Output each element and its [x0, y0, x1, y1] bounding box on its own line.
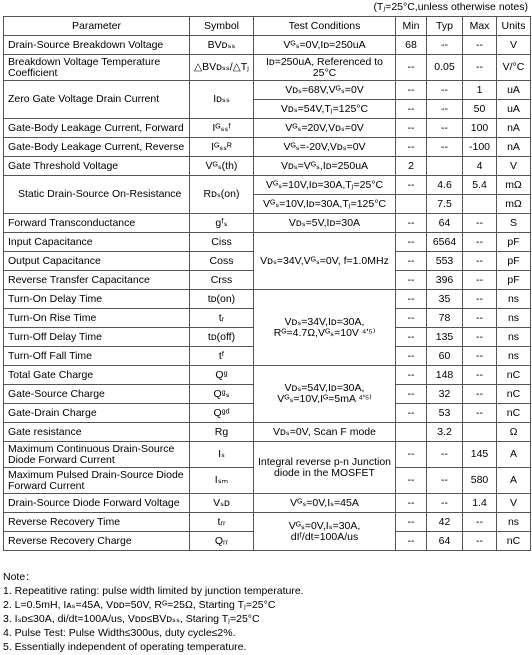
max-cell: -- [463, 532, 497, 551]
unit-cell: pF [497, 271, 531, 290]
max-cell: -- [463, 404, 497, 423]
unit-cell: nC [497, 404, 531, 423]
min-cell: -- [396, 404, 427, 423]
symbol-cell: gᶠₛ [190, 214, 254, 233]
unit-cell: nC [497, 366, 531, 385]
note-item: 4. Pulse Test: Pulse Width≤300us, duty cycle≤2%. [3, 627, 236, 639]
unit-cell: ns [497, 513, 531, 532]
typ-cell: 3.2 [427, 423, 463, 442]
max-cell: -- [463, 271, 497, 290]
param-cell: Breakdown Voltage Temperature Coefficient [4, 55, 190, 81]
min-cell [396, 423, 427, 442]
min-cell: -- [396, 271, 427, 290]
typ-cell: -- [427, 36, 463, 55]
param-cell: Gate-Body Leakage Current, Reverse [4, 138, 190, 157]
condition-cell: Vᴳₛ=-20V,Vᴅₛ=0V [254, 138, 396, 157]
typ-cell: 0.05 [427, 55, 463, 81]
param-cell: Input Capacitance [4, 233, 190, 252]
typ-cell: 148 [427, 366, 463, 385]
table-row [4, 119, 531, 138]
table-row [4, 176, 531, 195]
condition-cell: Vᴅₛ=54V,Tⱼ=125°C [254, 100, 396, 119]
header-min: Min [396, 17, 427, 36]
table-row [4, 513, 531, 532]
symbol-cell: tᵣᵣ [190, 513, 254, 532]
unit-cell: ns [497, 328, 531, 347]
typ-cell [427, 157, 463, 176]
symbol-cell: tᴅ(on) [190, 290, 254, 309]
unit-cell: V [497, 36, 531, 55]
param-cell: Gate-Drain Charge [4, 404, 190, 423]
condition-cell: Vᴳₛ=0V,Iₛ=30A, dIᶠ/dt=100A/us [254, 513, 396, 551]
unit-cell: nC [497, 385, 531, 404]
typ-cell: -- [427, 442, 463, 468]
header-symbol: Symbol [190, 17, 254, 36]
condition-cell: Vᴳₛ=0V,Iᴅ=250uA [254, 36, 396, 55]
max-cell: 580 [463, 468, 497, 494]
max-cell: -- [463, 513, 497, 532]
max-cell: -- [463, 290, 497, 309]
max-cell: 5.4 [463, 176, 497, 195]
table-row [4, 290, 531, 309]
typ-cell: -- [427, 100, 463, 119]
condition-cell: Vᴅₛ=68V,Vᴳₛ=0V [254, 81, 396, 100]
min-cell: -- [396, 233, 427, 252]
condition-cell: Vᴅₛ=Vᴳₛ,Iᴅ=250uA [254, 157, 396, 176]
table-row [4, 36, 531, 55]
typ-cell: 64 [427, 214, 463, 233]
condition-cell: Integral reverse p-n Junction diode in the MOSFET [254, 442, 396, 494]
min-cell: -- [396, 214, 427, 233]
min-cell: -- [396, 513, 427, 532]
symbol-cell: tᴅ(off) [190, 328, 254, 347]
condition-cell: Vᴅₛ=34V,Vᴳₛ=0V, f=1.0MHz [254, 233, 396, 290]
table-header-row [4, 17, 531, 36]
max-cell: -- [463, 385, 497, 404]
header-units: Units [497, 17, 531, 36]
param-cell: Maximum Continuous Drain-Source Diode Forward Current [4, 442, 190, 468]
unit-cell: nC [497, 532, 531, 551]
unit-cell: A [497, 468, 531, 494]
max-cell: -- [463, 214, 497, 233]
table-row [4, 494, 531, 513]
typ-cell: 78 [427, 309, 463, 328]
typ-cell: 6564 [427, 233, 463, 252]
symbol-cell: △BVᴅₛₛ/△Tⱼ [190, 55, 254, 81]
condition-cell: Vᴳₛ=20V,Vᴅₛ=0V [254, 119, 396, 138]
typ-cell: 35 [427, 290, 463, 309]
max-cell: 1.4 [463, 494, 497, 513]
param-cell: Turn-Off Fall Time [4, 347, 190, 366]
symbol-cell: Iₛ [190, 442, 254, 468]
header-typ: Typ [427, 17, 463, 36]
note-item: 3. Iₛᴅ≤30A, di/dt=100A/us, Vᴅᴅ≤BVᴅₛₛ, Staring Tⱼ=25°C [3, 613, 260, 625]
symbol-cell: tᵣ [190, 309, 254, 328]
min-cell: -- [396, 468, 427, 494]
typ-cell: 64 [427, 532, 463, 551]
typ-cell: 32 [427, 385, 463, 404]
symbol-cell: Vᴳₛ(th) [190, 157, 254, 176]
typ-cell: 135 [427, 328, 463, 347]
typ-cell: 4.6 [427, 176, 463, 195]
condition-cell: Vᴅₛ=5V,Iᴅ=30A [254, 214, 396, 233]
unit-cell: pF [497, 233, 531, 252]
condition-cell: Vᴅₛ=34V,Iᴅ=30A, Rᴳ=4.7Ω,Vᴳₛ=10V ⁴ʹ⁵⁾ [254, 290, 396, 366]
max-cell: -- [463, 347, 497, 366]
min-cell: -- [396, 100, 427, 119]
typ-cell: -- [427, 119, 463, 138]
table-row [4, 55, 531, 81]
max-cell [463, 423, 497, 442]
unit-cell: nA [497, 138, 531, 157]
symbol-cell: Iᴅₛₛ [190, 81, 254, 119]
symbol-cell: Iₛₘ [190, 468, 254, 494]
condition-cell: Vᴳₛ=10V,Iᴅ=30A,Tⱼ=25°C [254, 176, 396, 195]
typ-cell: 60 [427, 347, 463, 366]
param-cell: Reverse Recovery Time [4, 513, 190, 532]
table-row [4, 157, 531, 176]
param-cell: Maximum Pulsed Drain-Source Diode Forward Current [4, 468, 190, 494]
typ-cell: 7.5 [427, 195, 463, 214]
typ-cell: 553 [427, 252, 463, 271]
condition-cell: Iᴅ=250uA, Referenced to 25°C [254, 55, 396, 81]
min-cell: -- [396, 55, 427, 81]
header-parameter: Parameter [4, 17, 190, 36]
table-row [4, 214, 531, 233]
min-cell [396, 195, 427, 214]
min-cell: 68 [396, 36, 427, 55]
unit-cell: A [497, 442, 531, 468]
max-cell: 1 [463, 81, 497, 100]
param-cell: Reverse Recovery Charge [4, 532, 190, 551]
condition-cell: Vᴳₛ=0V,Iₛ=45A [254, 494, 396, 513]
param-cell: Zero Gate Voltage Drain Current [4, 81, 190, 119]
min-cell: -- [396, 81, 427, 100]
typ-cell: -- [427, 468, 463, 494]
param-cell: Total Gate Charge [4, 366, 190, 385]
symbol-cell: Qᵣᵣ [190, 532, 254, 551]
typ-cell: 53 [427, 404, 463, 423]
symbol-cell: Iᴳₛₛᶠ [190, 119, 254, 138]
table-row [4, 442, 531, 468]
table-row [4, 423, 531, 442]
symbol-cell: Coss [190, 252, 254, 271]
max-cell: -100 [463, 138, 497, 157]
symbol-cell: Rg [190, 423, 254, 442]
min-cell: -- [396, 385, 427, 404]
table-row [4, 81, 531, 100]
note-item: 5. Essentially independent of operating temperature. [3, 641, 247, 653]
max-cell: -- [463, 36, 497, 55]
min-cell: -- [396, 494, 427, 513]
header-max: Max [463, 17, 497, 36]
max-cell: 4 [463, 157, 497, 176]
unit-cell: pF [497, 252, 531, 271]
max-cell: -- [463, 252, 497, 271]
unit-cell: V/°C [497, 55, 531, 81]
param-cell: Output Capacitance [4, 252, 190, 271]
param-cell: Drain-Source Breakdown Voltage [4, 36, 190, 55]
table-row [4, 138, 531, 157]
test-condition-note: (Tⱼ=25°C,unless otherwise notes) [373, 1, 528, 13]
unit-cell: mΩ [497, 176, 531, 195]
max-cell: 145 [463, 442, 497, 468]
unit-cell: uA [497, 81, 531, 100]
typ-cell: -- [427, 494, 463, 513]
max-cell: -- [463, 55, 497, 81]
typ-cell: -- [427, 81, 463, 100]
note-item: 2. L=0.5mH, Iᴀₛ=45A, Vᴅᴅ=50V, Rᴳ=25Ω, Starting Tⱼ=25°C [3, 599, 276, 611]
unit-cell: uA [497, 100, 531, 119]
symbol-cell: Vₛᴅ [190, 494, 254, 513]
symbol-cell: Iᴳₛₛᴿ [190, 138, 254, 157]
symbol-cell: tᶠ [190, 347, 254, 366]
min-cell: -- [396, 532, 427, 551]
table-row [4, 233, 531, 252]
symbol-cell: Qᵍ [190, 366, 254, 385]
min-cell: 2 [396, 157, 427, 176]
param-cell: Gate-Body Leakage Current, Forward [4, 119, 190, 138]
header-test-conditions: Test Conditions [254, 17, 396, 36]
min-cell: -- [396, 347, 427, 366]
max-cell: -- [463, 233, 497, 252]
param-cell: Drain-Source Diode Forward Voltage [4, 494, 190, 513]
condition-cell: Vᴅₛ=0V, Scan F mode [254, 423, 396, 442]
electrical-characteristics-table [3, 16, 531, 551]
notes-title: Note： [3, 571, 36, 583]
condition-cell: Vᴅₛ=54V,Iᴅ=30A, Vᴳₛ=10V,Iᴳ=5mA ⁴ʹ⁵⁾ [254, 366, 396, 423]
max-cell: -- [463, 309, 497, 328]
param-cell: Reverse Transfer Capacitance [4, 271, 190, 290]
param-cell: Gate resistance [4, 423, 190, 442]
max-cell: 100 [463, 119, 497, 138]
param-cell: Turn-On Delay Time [4, 290, 190, 309]
unit-cell: S [497, 214, 531, 233]
min-cell: -- [396, 252, 427, 271]
symbol-cell: Qᵍₛ [190, 385, 254, 404]
unit-cell: V [497, 494, 531, 513]
typ-cell: 42 [427, 513, 463, 532]
max-cell: -- [463, 328, 497, 347]
condition-cell: Vᴳₛ=10V,Iᴅ=30A,Tⱼ=125°C [254, 195, 396, 214]
param-cell: Static Drain-Source On-Resistance [4, 176, 190, 214]
min-cell: -- [396, 442, 427, 468]
max-cell [463, 195, 497, 214]
symbol-cell: Ciss [190, 233, 254, 252]
typ-cell: 396 [427, 271, 463, 290]
unit-cell: ns [497, 290, 531, 309]
typ-cell: -- [427, 138, 463, 157]
param-cell: Forward Transconductance [4, 214, 190, 233]
note-item: 1. Repeatitive rating: pulse width limited by junction temperature. [3, 585, 304, 597]
param-cell: Turn-Off Delay Time [4, 328, 190, 347]
param-cell: Gate Threshold Voltage [4, 157, 190, 176]
unit-cell: V [497, 157, 531, 176]
unit-cell: ns [497, 309, 531, 328]
unit-cell: ns [497, 347, 531, 366]
unit-cell: nA [497, 119, 531, 138]
max-cell: -- [463, 366, 497, 385]
min-cell: -- [396, 138, 427, 157]
min-cell: -- [396, 328, 427, 347]
table-row [4, 366, 531, 385]
symbol-cell: Crss [190, 271, 254, 290]
symbol-cell: BVᴅₛₛ [190, 36, 254, 55]
min-cell: -- [396, 290, 427, 309]
unit-cell: mΩ [497, 195, 531, 214]
param-cell: Gate-Source Charge [4, 385, 190, 404]
unit-cell: Ω [497, 423, 531, 442]
param-cell: Turn-On Rise Time [4, 309, 190, 328]
min-cell: -- [396, 119, 427, 138]
symbol-cell: Rᴅₛ(on) [190, 176, 254, 214]
symbol-cell: Qᵍᵈ [190, 404, 254, 423]
min-cell: -- [396, 309, 427, 328]
max-cell: 50 [463, 100, 497, 119]
min-cell: -- [396, 176, 427, 195]
notes-section [3, 570, 528, 654]
min-cell: -- [396, 366, 427, 385]
